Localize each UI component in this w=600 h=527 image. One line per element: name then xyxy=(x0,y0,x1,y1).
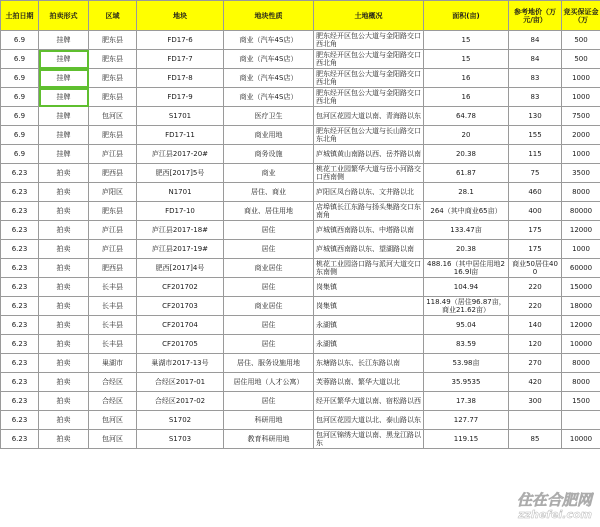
watermark-text: 住在合肥网 xyxy=(516,491,592,509)
cell-district: 长丰县 xyxy=(89,335,137,354)
cell-location: 庐城镇西南路以东、望湖路以南 xyxy=(314,240,424,259)
cell-location: 庐城镇黄山南路以西、岳芥路以南 xyxy=(314,145,424,164)
cell-district: 肥东县 xyxy=(89,126,137,145)
cell-ref-price: 115 xyxy=(509,145,562,164)
watermark-subtext: zzhefei.com xyxy=(518,508,592,521)
cell-area: 16 xyxy=(424,69,509,88)
cell-parcel: N1701 xyxy=(137,183,224,202)
cell-deposit: 1500 xyxy=(562,392,600,411)
cell-ref-price: 220 xyxy=(509,297,562,316)
cell-location: 岗集镇 xyxy=(314,278,424,297)
cell-ref-price: 120 xyxy=(509,335,562,354)
header-land-use: 地块性质 xyxy=(224,1,314,31)
cell-area: 118.49（居住96.87亩，商业21.62亩） xyxy=(424,297,509,316)
cell-date: 6.23 xyxy=(1,183,39,202)
cell-district: 包河区 xyxy=(89,411,137,430)
cell-district: 合经区 xyxy=(89,373,137,392)
cell-parcel: 庐江县2017-18# xyxy=(137,221,224,240)
cell-location: 肥东经开区包公大道与长山路交口东北角 xyxy=(314,126,424,145)
table-body xyxy=(1,31,600,449)
cell-date: 6.23 xyxy=(1,354,39,373)
table-row xyxy=(1,259,600,278)
cell-location: 包河区锦绣大道以南、黑龙江路以东 xyxy=(314,430,424,449)
cell-location: 永湖镇 xyxy=(314,335,424,354)
cell-parcel: FD17-10 xyxy=(137,202,224,221)
cell-parcel: 庐江县2017-20# xyxy=(137,145,224,164)
cell-auction-type: 拍卖 xyxy=(39,316,89,335)
cell-auction-type: 挂牌 xyxy=(39,107,89,126)
cell-location: 包河区花园大道以南、青海路以东 xyxy=(314,107,424,126)
cell-district: 长丰县 xyxy=(89,278,137,297)
cell-date: 6.23 xyxy=(1,297,39,316)
cell-ref-price: 83 xyxy=(509,88,562,107)
cell-auction-type: 拍卖 xyxy=(39,335,89,354)
cell-land-use: 医疗卫生 xyxy=(224,107,314,126)
cell-location: 肥东经开区包公大道与金阳路交口西北角 xyxy=(314,69,424,88)
cell-ref-price: 420 xyxy=(509,373,562,392)
cell-area: 83.59 xyxy=(424,335,509,354)
cell-date: 6.9 xyxy=(1,88,39,107)
cell-ref-price: 400 xyxy=(509,202,562,221)
cell-deposit: 3500 xyxy=(562,164,600,183)
cell-ref-price: 460 xyxy=(509,183,562,202)
cell-land-use: 商业 xyxy=(224,164,314,183)
cell-area: 264（其中商业65亩） xyxy=(424,202,509,221)
cell-deposit: 2000 xyxy=(562,126,600,145)
table-row xyxy=(1,88,600,107)
cell-deposit: 500 xyxy=(562,50,600,69)
cell-parcel: 巢湖市2017-13号 xyxy=(137,354,224,373)
cell-location: 桃花工业园繁华大道与岳小河路交口西南侧 xyxy=(314,164,424,183)
cell-parcel: 庐江县2017-19# xyxy=(137,240,224,259)
header-location: 土地概况 xyxy=(314,1,424,31)
table-row xyxy=(1,145,600,164)
cell-land-use: 居住 xyxy=(224,278,314,297)
cell-parcel: CF201702 xyxy=(137,278,224,297)
cell-district: 庐江县 xyxy=(89,145,137,164)
cell-land-use: 居住、服务设施用地 xyxy=(224,354,314,373)
cell-district: 肥东县 xyxy=(89,31,137,50)
cell-date: 6.9 xyxy=(1,107,39,126)
cell-parcel: CF201705 xyxy=(137,335,224,354)
cell-area: 15 xyxy=(424,31,509,50)
cell-area: 64.78 xyxy=(424,107,509,126)
cell-district: 包河区 xyxy=(89,107,137,126)
cell-location: 东塘路以东、长江东路以南 xyxy=(314,354,424,373)
cell-area: 20 xyxy=(424,126,509,145)
cell-deposit: 80000 xyxy=(562,202,600,221)
cell-date: 6.23 xyxy=(1,411,39,430)
cell-auction-type: 拍卖 xyxy=(39,202,89,221)
header-ref-price: 参考地价（万元/亩） xyxy=(509,1,562,31)
cell-district: 庐江县 xyxy=(89,240,137,259)
cell-location: 肥东经开区包公大道与金阳路交口西北角 xyxy=(314,88,424,107)
cell-land-use: 居住 xyxy=(224,335,314,354)
cell-ref-price: 84 xyxy=(509,50,562,69)
cell-district: 庐江县 xyxy=(89,221,137,240)
cell-location: 庐阳区凤台路以东、文井路以北 xyxy=(314,183,424,202)
cell-location: 肥东经开区包公大道与金阳路交口西北角 xyxy=(314,31,424,50)
table-row xyxy=(1,278,600,297)
cell-deposit: 15000 xyxy=(562,278,600,297)
cell-ref-price: 175 xyxy=(509,240,562,259)
header-date: 土拍日期 xyxy=(1,1,39,31)
table-row xyxy=(1,183,600,202)
cell-land-use: 商业（汽车4S店） xyxy=(224,88,314,107)
cell-parcel: FD17-9 xyxy=(137,88,224,107)
cell-land-use: 商业居住 xyxy=(224,259,314,278)
cell-district: 长丰县 xyxy=(89,297,137,316)
cell-district: 肥东县 xyxy=(89,88,137,107)
cell-date: 6.23 xyxy=(1,240,39,259)
cell-auction-type: 挂牌 xyxy=(39,126,89,145)
cell-deposit: 18000 xyxy=(562,297,600,316)
cell-deposit xyxy=(562,411,600,430)
cell-ref-price: 155 xyxy=(509,126,562,145)
cell-land-use: 商业（汽车4S店） xyxy=(224,31,314,50)
cell-district: 长丰县 xyxy=(89,316,137,335)
cell-auction-type: 拍卖 xyxy=(39,183,89,202)
cell-district: 包河区 xyxy=(89,430,137,449)
cell-deposit: 8000 xyxy=(562,373,600,392)
cell-deposit: 1000 xyxy=(562,88,600,107)
cell-location: 经开区繁华大道以南、宿松路以西 xyxy=(314,392,424,411)
cell-deposit: 12000 xyxy=(562,221,600,240)
cell-district: 肥东县 xyxy=(89,50,137,69)
cell-parcel: FD17-6 xyxy=(137,31,224,50)
cell-date: 6.23 xyxy=(1,164,39,183)
table-row xyxy=(1,69,600,88)
cell-land-use: 商业居住 xyxy=(224,297,314,316)
cell-ref-price: 300 xyxy=(509,392,562,411)
cell-land-use: 居住 xyxy=(224,240,314,259)
cell-location: 肥东经开区包公大道与金阳路交口西北角 xyxy=(314,50,424,69)
cell-area: 61.87 xyxy=(424,164,509,183)
cell-ref-price xyxy=(509,411,562,430)
cell-district: 肥西县 xyxy=(89,164,137,183)
cell-area: 20.38 xyxy=(424,145,509,164)
cell-date: 6.23 xyxy=(1,259,39,278)
cell-ref-price: 140 xyxy=(509,316,562,335)
table-row xyxy=(1,354,600,373)
cell-land-use: 商业用地 xyxy=(224,126,314,145)
cell-parcel: 合经区2017-02 xyxy=(137,392,224,411)
cell-land-use: 居住用地（人才公寓） xyxy=(224,373,314,392)
cell-deposit: 10000 xyxy=(562,430,600,449)
cell-auction-type: 挂牌 xyxy=(39,50,89,69)
cell-ref-price: 83 xyxy=(509,69,562,88)
cell-ref-price: 商业50居住400 xyxy=(509,259,562,278)
table-row xyxy=(1,297,600,316)
cell-ref-price: 175 xyxy=(509,221,562,240)
cell-deposit: 8000 xyxy=(562,354,600,373)
table-row xyxy=(1,107,600,126)
cell-area: 35.9535 xyxy=(424,373,509,392)
cell-auction-type: 拍卖 xyxy=(39,373,89,392)
cell-deposit: 1000 xyxy=(562,145,600,164)
header-parcel: 地块 xyxy=(137,1,224,31)
cell-auction-type: 拍卖 xyxy=(39,221,89,240)
cell-land-use: 商业（汽车4S店） xyxy=(224,50,314,69)
cell-auction-type: 拍卖 xyxy=(39,297,89,316)
table-row xyxy=(1,411,600,430)
cell-date: 6.23 xyxy=(1,430,39,449)
cell-district: 肥东县 xyxy=(89,202,137,221)
cell-location: 庐城镇西南路以东、中塔路以南 xyxy=(314,221,424,240)
cell-deposit: 1000 xyxy=(562,240,600,259)
cell-date: 6.23 xyxy=(1,392,39,411)
cell-auction-type: 拍卖 xyxy=(39,392,89,411)
cell-parcel: CF201703 xyxy=(137,297,224,316)
cell-auction-type: 挂牌 xyxy=(39,88,89,107)
cell-district: 巢湖市 xyxy=(89,354,137,373)
cell-land-use: 教育科研用地 xyxy=(224,430,314,449)
cell-parcel: 肥西[2017]4号 xyxy=(137,259,224,278)
cell-ref-price: 220 xyxy=(509,278,562,297)
cell-land-use: 商业（汽车4S店） xyxy=(224,69,314,88)
cell-area: 488.16（其中居住用地216.9l亩 xyxy=(424,259,509,278)
cell-auction-type: 挂牌 xyxy=(39,145,89,164)
table-row xyxy=(1,202,600,221)
cell-area: 95.04 xyxy=(424,316,509,335)
cell-area: 28.1 xyxy=(424,183,509,202)
cell-ref-price: 85 xyxy=(509,430,562,449)
cell-auction-type: 拍卖 xyxy=(39,240,89,259)
cell-district: 肥西县 xyxy=(89,259,137,278)
cell-area: 17.38 xyxy=(424,392,509,411)
cell-deposit: 8000 xyxy=(562,183,600,202)
cell-land-use: 居住 xyxy=(224,221,314,240)
cell-area: 119.15 xyxy=(424,430,509,449)
watermark-logo xyxy=(444,487,594,521)
table-row xyxy=(1,126,600,145)
cell-location: 永湖镇 xyxy=(314,316,424,335)
cell-deposit: 60000 xyxy=(562,259,600,278)
cell-location: 包河区花园大道以北、泰山路以东 xyxy=(314,411,424,430)
cell-date: 6.23 xyxy=(1,316,39,335)
cell-district: 合经区 xyxy=(89,392,137,411)
cell-location: 芙蓉路以南、繁华大道以北 xyxy=(314,373,424,392)
table-row xyxy=(1,392,600,411)
table-row xyxy=(1,373,600,392)
cell-auction-type: 拍卖 xyxy=(39,354,89,373)
cell-date: 6.9 xyxy=(1,126,39,145)
cell-date: 6.23 xyxy=(1,278,39,297)
cell-parcel: 合经区2017-01 xyxy=(137,373,224,392)
cell-parcel: S1701 xyxy=(137,107,224,126)
cell-district: 庐阳区 xyxy=(89,183,137,202)
cell-ref-price: 75 xyxy=(509,164,562,183)
cell-district: 肥东县 xyxy=(89,69,137,88)
cell-area: 16 xyxy=(424,88,509,107)
cell-deposit: 7500 xyxy=(562,107,600,126)
cell-auction-type: 挂牌 xyxy=(39,69,89,88)
header-deposit: 竞买保证金（万 xyxy=(562,1,600,31)
cell-land-use: 科研用地 xyxy=(224,411,314,430)
table-row xyxy=(1,50,600,69)
cell-land-use: 居住、商业 xyxy=(224,183,314,202)
cell-date: 6.9 xyxy=(1,145,39,164)
cell-auction-type: 拍卖 xyxy=(39,278,89,297)
cell-ref-price: 130 xyxy=(509,107,562,126)
cell-auction-type: 拍卖 xyxy=(39,259,89,278)
cell-date: 6.23 xyxy=(1,335,39,354)
cell-parcel: S1703 xyxy=(137,430,224,449)
cell-parcel: FD17-8 xyxy=(137,69,224,88)
cell-location: 桃花工业园洛口路与派河大道交口东南侧 xyxy=(314,259,424,278)
header-auction-type: 拍卖形式 xyxy=(39,1,89,31)
cell-deposit: 500 xyxy=(562,31,600,50)
cell-date: 6.23 xyxy=(1,373,39,392)
cell-area: 20.38 xyxy=(424,240,509,259)
cell-deposit: 12000 xyxy=(562,316,600,335)
cell-parcel: S1702 xyxy=(137,411,224,430)
cell-date: 6.23 xyxy=(1,221,39,240)
cell-location: 店埠镇长江东路与扬头集路交口东南角 xyxy=(314,202,424,221)
cell-land-use: 居住 xyxy=(224,316,314,335)
header-district: 区域 xyxy=(89,1,137,31)
cell-parcel: FD17-7 xyxy=(137,50,224,69)
cell-deposit: 10000 xyxy=(562,335,600,354)
cell-area: 133.47亩 xyxy=(424,221,509,240)
header-row xyxy=(1,1,600,31)
cell-location: 岗集镇 xyxy=(314,297,424,316)
cell-auction-type: 拍卖 xyxy=(39,411,89,430)
table-row xyxy=(1,31,600,50)
table-row xyxy=(1,164,600,183)
cell-parcel: 肥西[2017]5号 xyxy=(137,164,224,183)
cell-ref-price: 84 xyxy=(509,31,562,50)
cell-date: 6.9 xyxy=(1,69,39,88)
cell-date: 6.9 xyxy=(1,31,39,50)
cell-auction-type: 拍卖 xyxy=(39,164,89,183)
table-row xyxy=(1,335,600,354)
cell-area: 104.94 xyxy=(424,278,509,297)
cell-land-use: 商务设施 xyxy=(224,145,314,164)
cell-auction-type: 挂牌 xyxy=(39,31,89,50)
cell-date: 6.9 xyxy=(1,50,39,69)
cell-date: 6.23 xyxy=(1,202,39,221)
table-row xyxy=(1,316,600,335)
cell-parcel: CF201704 xyxy=(137,316,224,335)
table-row xyxy=(1,221,600,240)
header-area: 面积(亩) xyxy=(424,1,509,31)
cell-ref-price: 270 xyxy=(509,354,562,373)
table-row xyxy=(1,240,600,259)
cell-deposit: 1000 xyxy=(562,69,600,88)
cell-area: 15 xyxy=(424,50,509,69)
cell-auction-type: 拍卖 xyxy=(39,430,89,449)
cell-land-use: 居住 xyxy=(224,392,314,411)
cell-land-use: 商业、居住用地 xyxy=(224,202,314,221)
cell-parcel: FD17-11 xyxy=(137,126,224,145)
cell-area: 53.98亩 xyxy=(424,354,509,373)
cell-area: 127.77 xyxy=(424,411,509,430)
table-row xyxy=(1,430,600,449)
